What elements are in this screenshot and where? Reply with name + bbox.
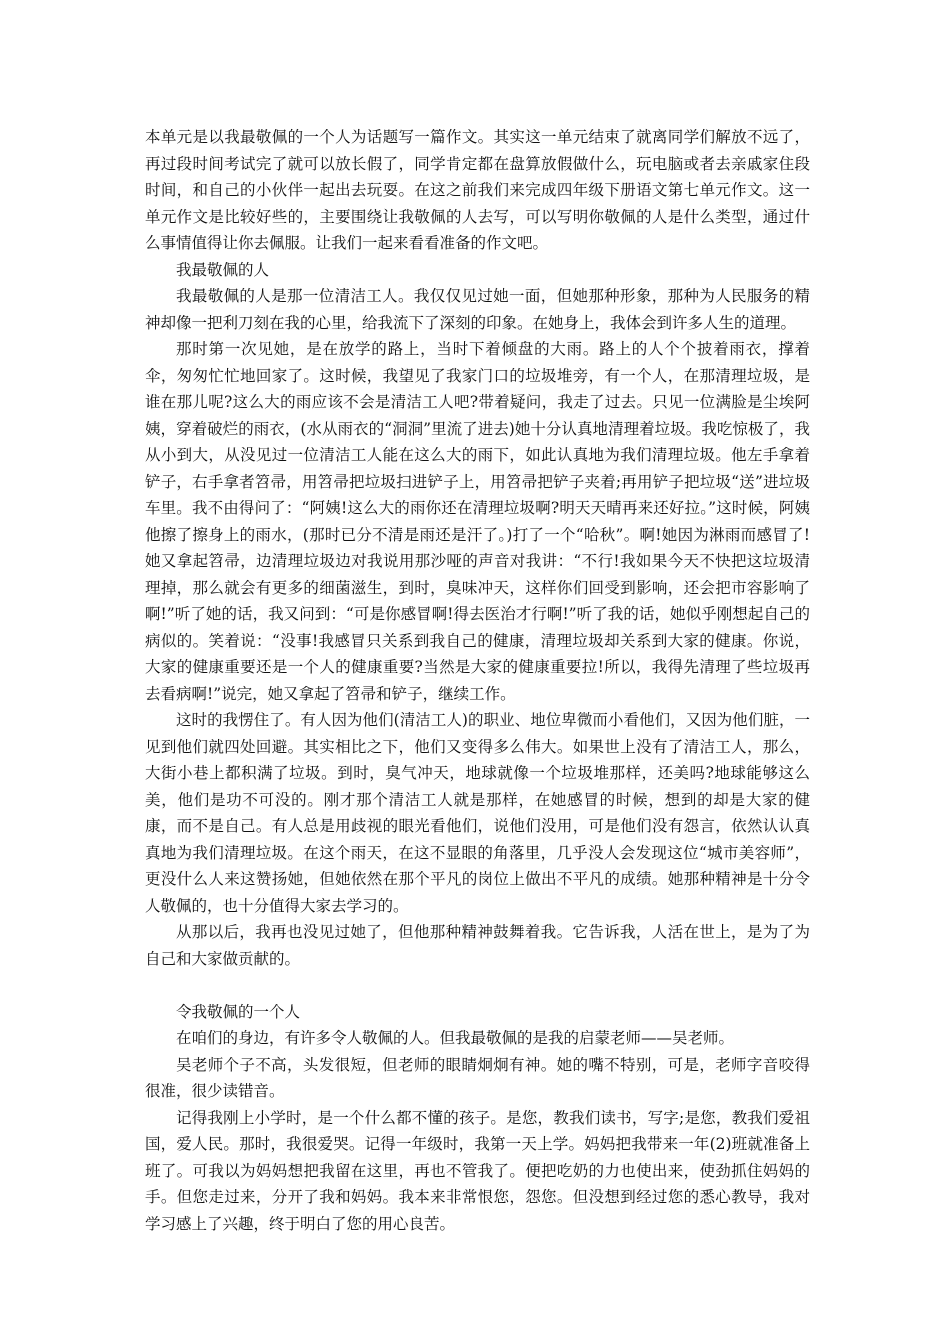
essay2-paragraph-2: 吴老师个子不高，头发很短，但老师的眼睛炯炯有神。她的嘴不特别，可是，老师字音咬得很准，很少读错音。 <box>145 1055 810 1100</box>
essay2-paragraph-3: 记得我刚上小学时，是一个什么都不懂的孩子。是您，教我们读书，写字;是您，教我们爱祖国，爱人民。那时，我很爱哭。记得一年级时，我第一天上学。妈妈把我带来一年(2)班就准备上班了。可我以为妈妈想把我留在这里，再也不管我了。便把吃奶的力也使出来，使劲抓住妈妈的手。但您走过来，分开了我和妈妈。我本来非常恨您，怨您。但没想到经过您的悉心教导，我对学习感上了兴趣，终于明白了您的用心良苦。 <box>145 1108 810 1233</box>
document-body <box>145 124 810 1237</box>
essay2-title: 令我敬佩的一个人 <box>176 1002 301 1021</box>
essay2-paragraph-1: 在咱们的身边，有许多令人敬佩的人。但我最敬佩的是我的启蒙老师——吴老师。 <box>176 1029 735 1047</box>
essay1-paragraph-1: 我最敬佩的人是那一位清洁工人。我仅仅见过她一面，但她那种形象，那种为人民服务的精神却像一把利刀刻在我的心里，给我流下了深刻的印象。在她身上，我体会到许多人生的道理。 <box>145 287 810 332</box>
section-spacer <box>145 972 810 999</box>
essay1-paragraph-2: 那时第一次见她，是在放学的路上，当时下着倾盘的大雨。路上的人个个披着雨衣，撑着伞，匆匆忙忙地回家了。这时候，我望见了我家门口的垃圾堆旁，有一个人，在那清理垃圾，是谁在那儿呢?这么大的雨应该不会是清洁工人吧?带着疑问，我走了过去。只见一位满脸是尘埃阿姨，穿着破烂的雨衣，(水从雨衣的“洞洞”里流了进去)她十分认真地清理着垃圾。我吃惊极了，我从小到大，从没见过一位清洁工人能在这么大的雨下，如此认真地为我们清理垃圾。他左手拿着铲子，右手拿者笤帚，用笤帚把垃圾扫进铲子上，用笤帚把铲子夹着;再用铲子把垃圾“送”进垃圾车里。我不由得问了：“阿姨!这么大的雨你还在清理垃圾啊?明天天晴再来还好拉。”这时候，阿姨他擦了擦身上的雨水，(那时已分不清是雨还是汗了。)打了一个“哈秋”。啊!她因为淋雨而感冒了!她又拿起笤帚，边清理垃圾边对我说用那沙哑的声音对我讲：“不行!我如果今天不快把这垃圾清理掉，那么就会有更多的细菌滋生，到时，臭味冲天，这样你们回受到影响，还会把市容影响了啊!”听了她的话，我又问到：“可是你感冒啊!得去医治才行啊!”听了我的话，她似乎刚想起自己的病似的。笑着说：“没事!我感冒只关系到我自己的健康，清理垃圾却关系到大家的健康。你说，大家的健康重要还是一个人的健康重要?当然是大家的健康重要拉!所以，我得先清理了些垃圾再去看病啊!”说完，她又拿起了笤帚和铲子，继续工作。 <box>145 340 810 703</box>
essay1-paragraph-4: 从那以后，我再也没见过她了，但他那种精神鼓舞着我。它告诉我，人活在世上，是为了为自己和大家做贡献的。 <box>145 923 810 968</box>
essay1-title: 我最敬佩的人 <box>176 260 270 279</box>
intro-paragraph: 本单元是以我最敬佩的一个人为话题写一篇作文。其实这一单元结束了就离同学们解放不远了，再过段时间考试完了就可以放长假了，同学肯定都在盘算放假做什么，玩电脑或者去亲戚家住段时间，和自己的小伙伴一起出去玩耍。在这之前我们来完成四年级下册语文第七单元作文。这一单元作文是比较好些的，主要围绕让我敬佩的人去写，可以写明你敬佩的人是什么类型，通过什么事情值得让你去佩服。让我们一起来看看准备的作文吧。 <box>145 128 810 252</box>
essay1-paragraph-3: 这时的我愣住了。有人因为他们(清洁工人)的职业、地位卑微而小看他们，又因为他们脏，一见到他们就四处回避。其实相比之下，他们又变得多么伟大。如果世上没有了清洁工人，那么，大街小巷上都积满了垃圾。到时，臭气冲天，地球就像一个垃圾堆那样，还美吗?地球能够这么美，他们是功不可没的。刚才那个清洁工人就是那样，在她感冒的时候，想到的却是大家的健康，而不是自己。有人总是用歧视的眼光看他们，说他们没用，可是他们没有怨言，依然认认真真地为我们清理垃圾。在这个雨天，在这不显眼的角落里，几乎没人会发现这位“城市美容师”，更没什么人来这赞扬她，但她依然在那个平凡的岗位上做出不平凡的成绩。她那种精神是十分令人敬佩的，也十分值得大家去学习的。 <box>145 711 810 915</box>
